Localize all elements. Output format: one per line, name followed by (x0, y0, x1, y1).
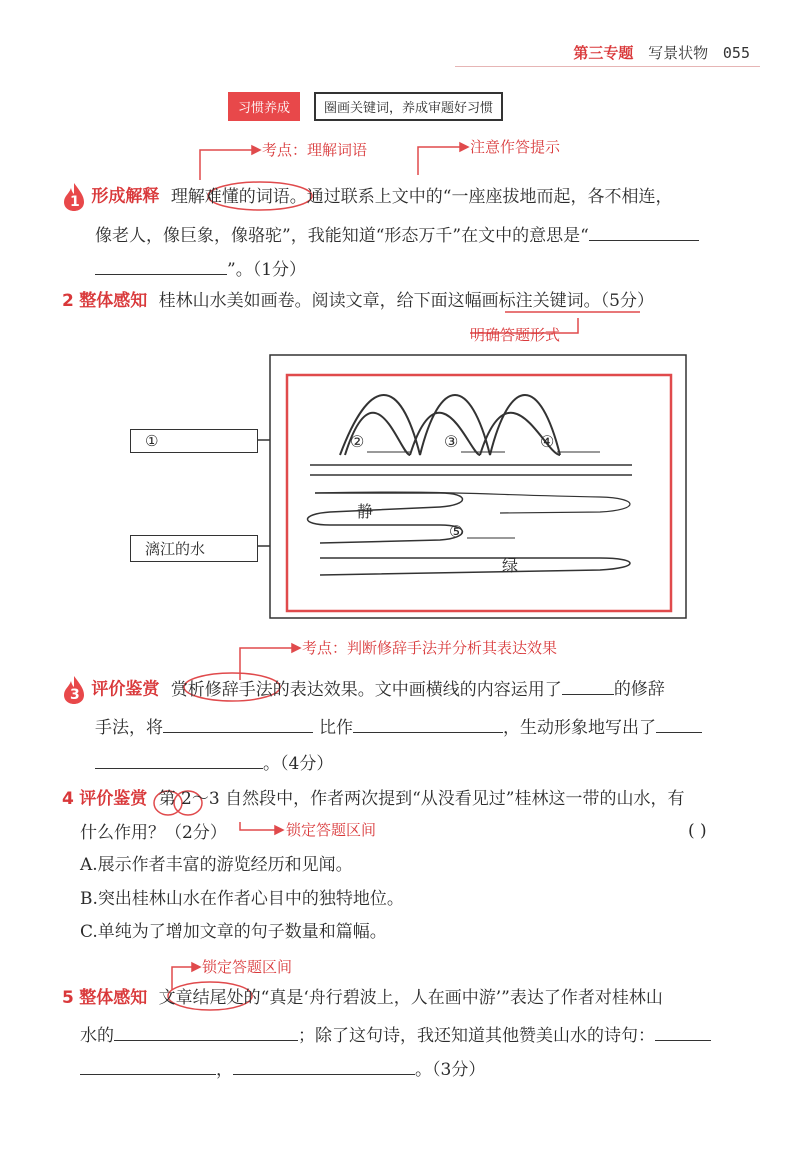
question-text: ， (216, 1060, 233, 1080)
question-number: 5 (62, 988, 74, 1008)
annotation-range-5: 锁定答题区间 (202, 958, 293, 976)
question-3-line-3 (95, 750, 333, 776)
question-text: 文章结尾处的“真是‘舟行碧波上，人在画中游’”表达了作者对桂林山 (158, 988, 663, 1008)
option-a[interactable]: A.展示作者丰富的游览经历和见闻。 (80, 855, 353, 875)
question-label: 评价鉴赏 (91, 679, 160, 700)
question-5-line-3 (80, 1056, 485, 1082)
question-1 (62, 182, 673, 212)
landscape-picture (257, 355, 686, 618)
section-title: 第三专题 (573, 44, 634, 62)
answer-blank[interactable] (656, 714, 702, 733)
habit-text: 圈画关键词，养成审题好习惯 (314, 92, 503, 121)
habit-tag: 习惯养成 (228, 92, 300, 121)
label-box-1[interactable]: ① (130, 429, 258, 453)
question-text: 赏析修辞手法的表达效果。文中画横线的内容运用了 (170, 679, 562, 700)
flame-icon (62, 182, 86, 212)
answer-blank[interactable] (95, 750, 263, 769)
question-1-line-3 (95, 256, 306, 282)
question-5 (62, 986, 663, 1010)
question-text: 水的 (80, 1026, 114, 1046)
annotation-answer-form: 明确答题形式 (470, 326, 561, 344)
question-label: 评价鉴赏 (79, 789, 148, 809)
marker-5: ⑤ (449, 522, 464, 541)
question-text: 像老人，像巨象，像骆驼”，我能知道“形态万千”在文中的意思是“ (95, 226, 589, 246)
question-number: 4 (62, 789, 74, 809)
page-number: 055 (722, 44, 750, 62)
question-2 (62, 289, 654, 313)
question-text: 手法，将 (95, 718, 163, 738)
question-number: 2 (62, 291, 74, 311)
question-number: 3 (70, 687, 80, 703)
annotation-hint: 注意作答提示 (470, 138, 561, 156)
answer-blank[interactable] (80, 1056, 216, 1075)
marker-3: ③ (444, 432, 459, 451)
word-green: 绿 (502, 556, 519, 575)
answer-blank[interactable] (589, 222, 699, 241)
question-text: ”。（1分） (227, 260, 307, 280)
question-text: 。（4分） (263, 754, 334, 774)
answer-blank[interactable] (353, 714, 503, 733)
marker-4: ④ (540, 432, 555, 451)
question-3 (62, 675, 665, 705)
question-3-line-2 (95, 714, 702, 740)
answer-blank[interactable] (655, 1022, 711, 1041)
question-text: ；除了这句诗，我还知道其他赞美山水的诗句： (298, 1026, 655, 1046)
question-4 (62, 787, 684, 811)
topic-title: 写景状物 (648, 44, 709, 62)
answer-blank[interactable] (95, 256, 227, 275)
answer-parentheses[interactable]: ( ) (688, 821, 707, 841)
question-4-line-2: 什么作用？（2分） (80, 823, 227, 843)
question-label: 整体感知 (79, 988, 148, 1008)
annotation-key-point-1: 考点：理解词语 (262, 141, 368, 159)
question-text: 第 2～3 自然段中，作者两次提到“从没看见过”桂林这一带的山水，有 (158, 789, 685, 809)
answer-blank[interactable] (114, 1022, 298, 1041)
question-label: 整体感知 (79, 291, 148, 311)
question-1-line-2 (95, 222, 699, 248)
option-b[interactable]: B.突出桂林山水在作者心目中的独特地位。 (80, 889, 404, 909)
option-c[interactable]: C.单纯为了增加文章的句子数量和篇幅。 (80, 922, 387, 942)
question-5-line-2 (80, 1022, 711, 1048)
flame-icon (62, 675, 86, 705)
question-text: 。（3分） (415, 1060, 486, 1080)
question-text: 理解难懂的词语。通过联系上文中的“一座座拔地而起，各不相连， (170, 186, 673, 207)
answer-blank[interactable] (562, 676, 614, 695)
question-text: 的修辞 (613, 679, 665, 700)
question-text: 桂林山水美如画卷。阅读文章，给下面这幅画标注关键词。（5分） (158, 291, 654, 311)
marker-2: ② (350, 432, 365, 451)
answer-blank[interactable] (233, 1056, 415, 1075)
label-box-river: 漓江的水 (130, 535, 258, 562)
answer-blank[interactable] (163, 714, 313, 733)
annotation-key-point-3: 考点：判断修辞手法并分析其表达效果 (302, 639, 558, 657)
question-label: 形成解释 (91, 186, 160, 207)
annotation-range-4: 锁定答题区间 (286, 821, 377, 839)
word-still: 静 (357, 502, 374, 521)
question-text: 比作 (319, 718, 353, 738)
question-number: 1 (70, 194, 80, 210)
question-text: ，生动形象地写出了 (503, 718, 656, 738)
